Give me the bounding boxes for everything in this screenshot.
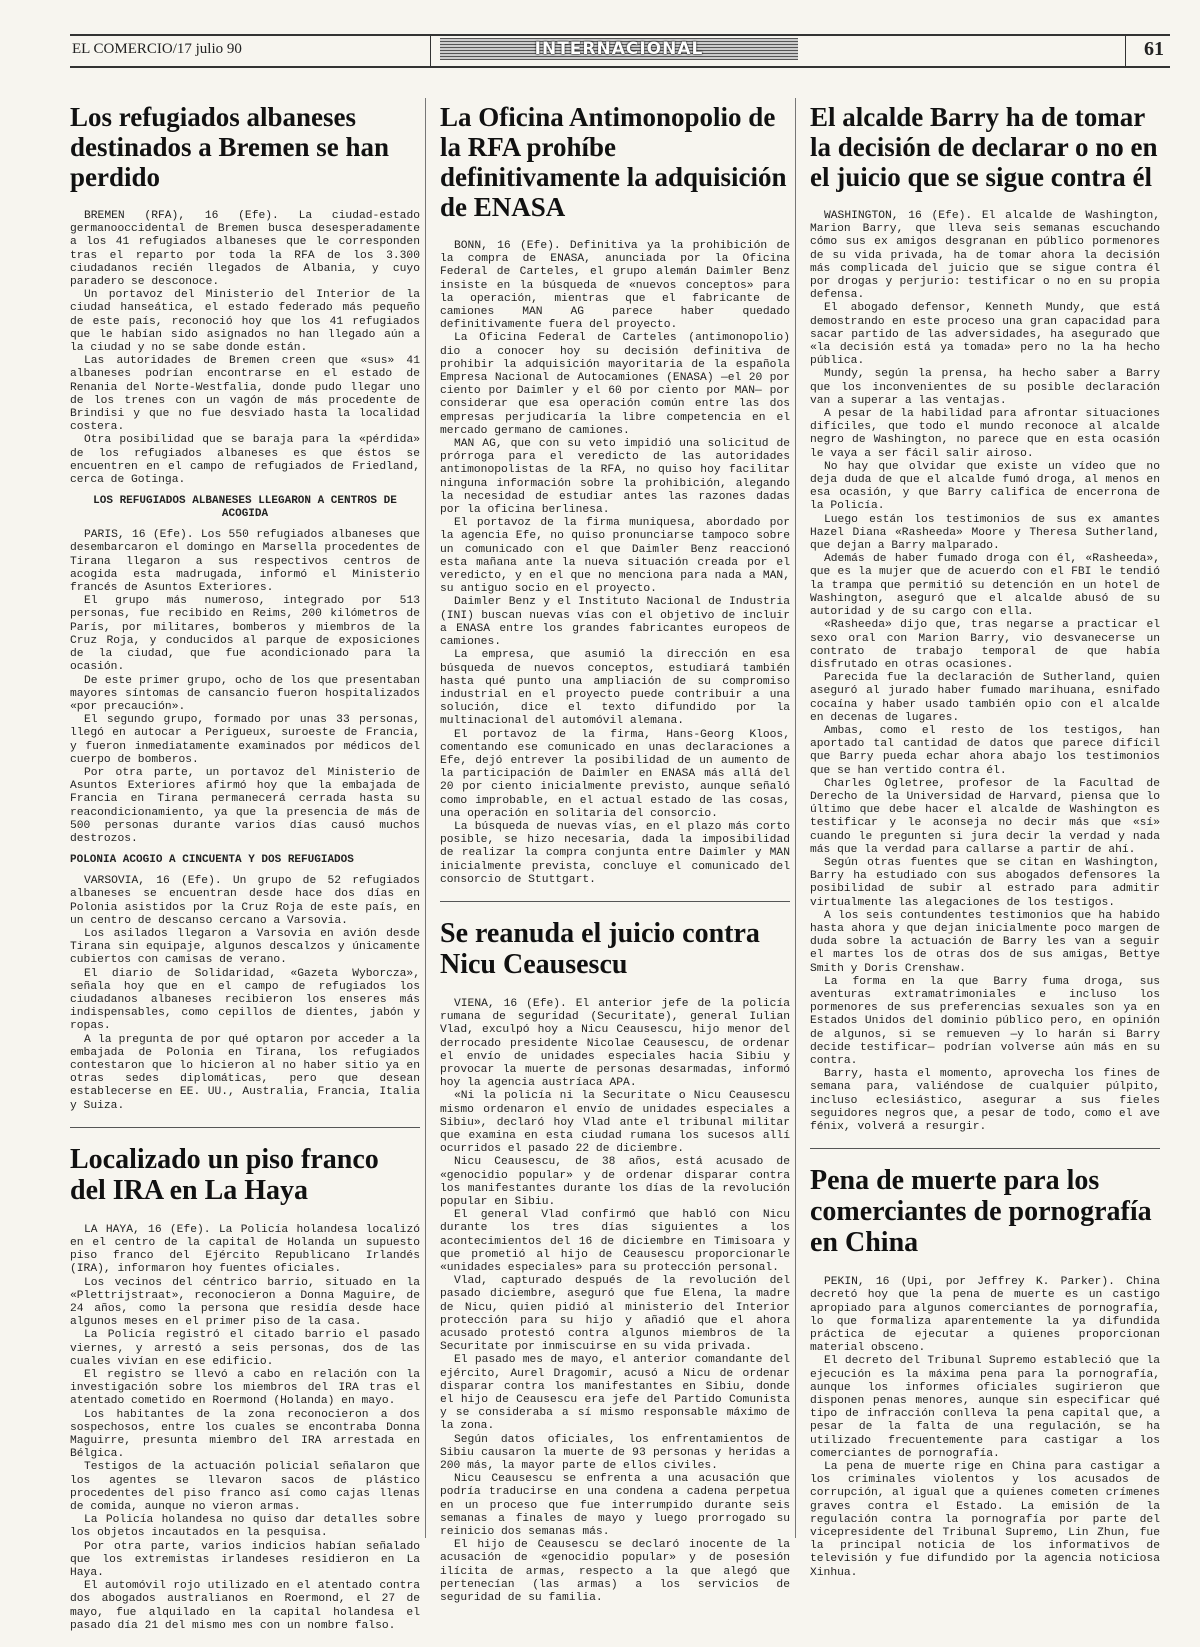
paragraph: La forma en la que Barry fuma droga, sus aventuras extramatrimoniales e incluso los pormenores de sus preferencias sexuales son ya en Estados Unidos del dominio público pero, en opinión de algunos, si se remueven —y lo harán si Barry decide testificar— podrían volverse aún más en su contra. bbox=[810, 975, 1160, 1067]
paragraph: VARSOVIA, 16 (Efe). Un grupo de 52 refugiados albaneses se encuentran desde hace dos días en Polonia asistidos por la Cruz Roja de este país, en un centro de descanso cercano a Varsovia. bbox=[70, 875, 420, 927]
paragraph: Nicu Ceausescu se enfrenta a una acusación que podría traducirse en una condena a cadena perpetua en un proceso que fue interrumpido durante seis semanas a finales de mayo y luego prorrogado su reinicio dos semanas más. bbox=[440, 1473, 790, 1539]
paragraph: Los asilados llegaron a Varsovia en avión desde Tirana sin equipaje, algunos descalzos y únicamente cubiertos con camisas de verano. bbox=[70, 927, 420, 967]
paragraph: La empresa, que asumió la dirección en esa búsqueda de nuevos conceptos, estudiará también hasta qué punto una ampliación de su compromiso industrial en el proyecto puede contribuir a una solución, dice el texto difundido por la multinacional del automóvil alemana. bbox=[440, 649, 790, 728]
paragraph: Nicu Ceausescu, de 38 años, está acusado de «genocidio popular» y de ordenar disparar contra los manifestantes durante los días de la revolución popular en Sibiu. bbox=[440, 1156, 790, 1208]
paragraph: El abogado defensor, Kenneth Mundy, que está demostrando en este proceso una gran capacidad para sacar partido de las adversidades, ha asegurado que «la decisión está ya tomada» pero no la ha hecho pública. bbox=[810, 302, 1160, 368]
paragraph: BREMEN (RFA), 16 (Efe). La ciudad-estado germanooccidental de Bremen busca desesperadamente a los 41 refugiados albaneses que le corresponden tras el reparto por toda la RFA de los 3.300 ciudadanos recién llegados de Albania, y cuyo paradero se desconoce. bbox=[70, 210, 420, 289]
paragraph: VIENA, 16 (Efe). El anterior jefe de la policía rumana de seguridad (Securitate), general Iulian Vlad, exculpó hoy a Nicu Ceausescu, hijo menor del derrocado presidente Nicolae Ceausescu, de ordenar el envío de unidades especiales hacia Sibiu y provocar la muerte de personas desarmadas, informó hoy la agencia austríaca APA. bbox=[440, 997, 790, 1090]
column-2 bbox=[440, 98, 790, 1619]
article-body bbox=[70, 210, 420, 1113]
paragraph: De este primer grupo, ocho de los que presentaban mayores síntomas de cansancio fueron hospitalizados «por precaución». bbox=[70, 674, 420, 713]
subheading: POLONIA ACOGIO A CINCUENTA Y DOS REFUGIADOS bbox=[70, 854, 354, 867]
paragraph: La Policía registró el citado barrio el pasado viernes, y arrestó a seis personas, dos de las cuales vivían en ese edificio. bbox=[70, 1329, 420, 1368]
paragraph: Ambas, como el resto de los testigos, han aportado tal cantidad de datos que parece difícil que Barry pueda echar ahora abajo los testimonios que se han vertido contra él. bbox=[810, 724, 1160, 777]
headline: Localizado un piso franco del IRA en La Haya bbox=[70, 1143, 379, 1206]
article-body bbox=[440, 240, 790, 887]
article-mayor-barry bbox=[810, 102, 1160, 1134]
paragraph: Según otras fuentes que se citan en Washington, Barry ha estudiado con sus abogados defensores la posibilidad de subir al estrado para admitir virtualmente las alegaciones de los testigos. bbox=[810, 856, 1160, 909]
paragraph: El pasado mes de mayo, el anterior comandante del ejército, Aurel Dragomir, acusó a Nicu de ordenar disparar contra los manifestantes en Sibiu, donde el hijo de Ceausescu era jefe del Partido Comunista y se consideraba a sí mismo responsable máximo de la zona. bbox=[440, 1354, 790, 1433]
paragraph: El portavoz de la firma muniquesa, abordado por la agencia Efe, no quiso pronunciarse tampoco sobre un comunicado con el que Daimler Benz reaccionó esta mañana ante la nueva situación creada por el veredicto, y en el que no menciona para nada a MAN, su antiguo socio en el proyecto. bbox=[440, 517, 790, 596]
paragraph: Vlad, capturado después de la revolución del pasado diciembre, aseguró que fue Elena, la madre de Nicu, quien pidió al ministerio del Interior protección para su hijo y añadió que el ahora acusado protestó contra algunos miembros de la Securitate por inmiscuirse en su vida privada. bbox=[440, 1275, 790, 1354]
article-enasa bbox=[440, 102, 790, 887]
paper-date: EL COMERCIO/17 julio 90 bbox=[72, 41, 242, 57]
paragraph: WASHINGTON, 16 (Efe). El alcalde de Washington, Marion Barry, que lleva seis semanas escuchando cómo sus ex amigos desgranan en público pormenores de su vida privada, ha de tomar ahora la decisión más complicada del juicio que se sigue contra él por drogas y perjurio: testificar o no en su propia defensa. bbox=[810, 210, 1160, 302]
paragraph: El portavoz de la firma, Hans-Georg Kloos, comentando ese comunicado en unas declaraciones a Efe, dejó entrever la posibilidad de un aumento de la participación de Daimler en ENASA más allá del 20 por ciento inicialmente previsto, aunque señaló como improbable, en el actual estado de las cosas, una operación en solitaria del consorcio. bbox=[440, 728, 790, 820]
column-1 bbox=[70, 98, 420, 1647]
column-rule bbox=[795, 98, 796, 1538]
paragraph: Testigos de la actuación policial señalaron que los agentes se llevaron sacos de plástico procedentes del piso franco así como cajas llenas de comida, aunque no vieron armas. bbox=[70, 1461, 420, 1514]
paragraph: Charles Ogletree, profesor de la Facultad de Derecho de la Universidad de Harvard, piensa que lo último que debe hacer el alcalde de Washington es testificar y le aconseja no decir más que «sí» cuando le pregunten si jura decir la verdad y nada más que la verdad para callarse a partir de ahí. bbox=[810, 777, 1160, 856]
paragraph: El automóvil rojo utilizado en el atentado contra dos abogados australianos en Roermond, el 27 de mayo, fue alquilado en la capital holandesa el pasado día 21 del mismo mes con un nombre falso. bbox=[70, 1580, 420, 1632]
paragraph: Según datos oficiales, los enfrentamientos de Sibiu causaron la muerte de 93 personas y heridas a 200 más, la mayor parte de ellos civiles. bbox=[440, 1433, 790, 1473]
paragraph: El general Vlad confirmó que habló con Nicu durante los tres días siguientes a los acontecimientos del 16 de diciembre en Timisoara y que prometió al hijo de Ceausescu proporcionarle «unidades especiales» para su protección personal. bbox=[440, 1209, 790, 1275]
paragraph: Luego están los testimonios de sus ex amantes Hazel Diana «Rasheeda» Moore y Theresa Sutherland, que dejan a Barry malparado. bbox=[810, 513, 1160, 553]
paragraph: Daimler Benz y el Instituto Nacional de Industria (INI) buscan nuevas vías con el objetivo de incluir a ENASA entre los grandes fabricantes europeos de camiones. bbox=[440, 596, 790, 649]
masthead-divider bbox=[430, 36, 431, 66]
masthead bbox=[70, 34, 1170, 68]
masthead-divider bbox=[1125, 36, 1126, 66]
article-body bbox=[810, 210, 1160, 1134]
paragraph: A los seis contundentes testimonios que ha habido hasta ahora y que dejan inicialmente poco margen de duda sobre la actuación de Barry les van a seguir el martes los de otras dos de sus amigas, Bettye Smith y Doris Crenshaw. bbox=[810, 909, 1160, 975]
paragraph: El hijo de Ceausescu se declaró inocente de la acusación de «genocidio popular» y de posesión ilícita de armas, respecto a la que alegó que pertenecían (las armas) a los servicios de seguridad de su familia. bbox=[440, 1539, 790, 1605]
paragraph: «Rasheeda» dijo que, tras negarse a practicar el sexo oral con Marion Barry, vio desvanecerse un contrato de trabajo temporal de que había disfrutado en otras ocasiones. bbox=[810, 619, 1160, 671]
paragraph: No hay que olvidar que existe un vídeo que no deja duda de que el alcalde fumó droga, al menos en esa ocasión, y que Barry califica de encerrona de la Policía. bbox=[810, 460, 1160, 513]
paragraph: La búsqueda de nuevas vías, en el plazo más corto posible, se hizo necesaria, dada la imposibilidad de realizar la compra conjunta entre Daimler y MAN inicialmente prevista, concluye el comunicado del consorcio de Stuttgart. bbox=[440, 820, 790, 886]
paragraph: A pesar de la habilidad para afrontar situaciones difíciles, que todo el mundo reconoce al alcalde negro de Washington, no parece que en esta ocasión le vaya a ser fácil salir airoso. bbox=[810, 408, 1160, 460]
paragraph: MAN AG, que con su veto impidió una solicitud de prórroga para el veredicto de las autoridades antimonopolistas de la RFA, no quiso hoy facilitar ninguna información sobre la prohibición, alegando la necesidad de estudiar antes las razones dadas por la oficina berlinesa. bbox=[440, 438, 790, 517]
paragraph: Parecida fue la declaración de Sutherland, quien aseguró al jurado haber fumado marihuana, esnifado cocaína y haber usado también opio con el alcalde en decenas de lugares. bbox=[810, 672, 1160, 724]
paragraph: El grupo más numeroso, integrado por 513 personas, fue recibido en Reims, 200 kilómetros de París, por militares, bomberos y miembros de la Cruz Roja, y conducidos al parque de exposiciones de la ciudad, que fue acondicionado para la ocasión. bbox=[70, 595, 420, 674]
paragraph: Mundy, según la prensa, ha hecho saber a Barry que los inconvenientes de su posible declaración van a superar a las ventajas. bbox=[810, 368, 1160, 407]
headline: Los refugiados albaneses destinados a Bremen se han perdido bbox=[70, 102, 390, 192]
paragraph: Un portavoz del Ministerio del Interior de la ciudad hanseática, el estado federado más pequeño de este país, reconoció hoy que los 41 refugiados que le habían sido asignados no han llegado aún a la ciudad y no se sabe donde están. bbox=[70, 289, 420, 355]
paragraph: La Policía holandesa no quiso dar detalles sobre los objetos incautados en la pesquisa. bbox=[70, 1514, 420, 1540]
article-ira-safe-house bbox=[70, 1144, 420, 1633]
article-body bbox=[70, 1224, 420, 1633]
paragraph: A la pregunta de por qué optaron por acceder a la embajada de Polonia en Tirana, los refugiados contestaron que lo hicieron al no haber sitio ya en otras sedes diplomáticas, pero que desean establecerse en EE. UU., Australia, Francia, Italia y Suiza. bbox=[70, 1033, 420, 1112]
paragraph: PEKIN, 16 (Upi, por Jeffrey K. Parker). China decretó hoy que la pena de muerte es un castigo apropiado para algunos comerciantes de pornografía, lo que formaliza aparentemente la ya difundida práctica de ejecutar a quienes proporcionan material obsceno. bbox=[810, 1276, 1160, 1355]
article-china-pornography bbox=[810, 1165, 1160, 1580]
paragraph: Barry, hasta el momento, aprovecha los fines de semana para, valiéndose de cualquier púlpito, incluso eclesiástico, asegurar a sus fieles seguidores negros que, a pesar de todo, como el ave fénix, volverá a resurgir. bbox=[810, 1068, 1160, 1134]
paragraph: LA HAYA, 16 (Efe). La Policía holandesa localizó en el centro de la capital de Holanda un supuesto piso franco del Ejército Republicano Irlandés (IRA), informaron hoy fuentes oficiales. bbox=[70, 1223, 420, 1276]
paragraph: PARIS, 16 (Efe). Los 550 refugiados albaneses que desembarcaron el domingo en Marsella procedentes de Tirana llegaron a sus respectivos centros de acogida esta madrugada, informó el Ministerio francés de Asuntos Exteriores. bbox=[70, 529, 420, 595]
paragraph: El decreto del Tribunal Supremo estableció que la ejecución es la máxima pena para la pornografía, aunque los informes oficiales sugirieron que disponen penas menores, aunque sin especificar qué tipo de infracción conlleva la pena capital que, a pesar de la falta de una regulación, se ha utilizado frecuentemente para castigar a los comerciantes de pornografía. bbox=[810, 1355, 1160, 1460]
paragraph: Por otra parte, varios indicios habían señalado que los extremistas irlandeses residieron en La Haya. bbox=[70, 1540, 420, 1580]
headline: El alcalde Barry ha de tomar la decisión de declarar o no en el juicio que se sigue contra él bbox=[810, 102, 1158, 192]
headline: Pena de muerte para los comerciantes de pornografía en China bbox=[810, 1165, 1152, 1259]
article-body bbox=[810, 1276, 1160, 1580]
paragraph: Otra posibilidad que se baraja para la «pérdida» de los refugiados albaneses es que éstos se encuentren en el campo de refugiados de Friedland, cerca de Gotinga. bbox=[70, 434, 420, 487]
article-albanian-refugees-bremen bbox=[70, 102, 420, 1113]
column-3 bbox=[810, 98, 1160, 1594]
paragraph: «Ni la policía ni la Securitate o Nicu Ceausescu mismo ordenaron el envío de unidades especiales a Sibiu», declaró hoy Vlad ante el tribunal militar que examina en esta ciudad rumana los sucesos allí ocurridos el pasado 22 de diciembre. bbox=[440, 1090, 790, 1156]
paragraph: Los vecinos del céntrico barrio, situado en la «Plettrijstraat», reconocieron a Donna Maguire, de 24 años, como la persona que residía desde hace algunos meses en el primer piso de la casa. bbox=[70, 1276, 420, 1329]
paragraph: La Oficina Federal de Carteles (antimonopolio) dio a conocer hoy su decisión definitiva de prohibir la adquisición mayoritaria de la española Empresa Nacional de Autocamiones (ENASA) —el 20 por ciento por Daimler y el 60 por ciento por MAN— por considerar que esa operación común entre las dos empresas perjudicaría la libre competencia en el mercado germano de camiones. bbox=[440, 332, 790, 437]
column-rule bbox=[425, 98, 426, 1538]
article-divider bbox=[440, 901, 790, 902]
page-number: 61 bbox=[1144, 38, 1164, 60]
paragraph: BONN, 16 (Efe). Definitiva ya la prohibición de la compra de ENASA, anunciada por la Oficina Federal de Carteles, el grupo alemán Daimler Benz insiste en la búsqueda de «nuevos conceptos» para la operación, mientras que el fabricante de camiones MAN AG parece haber quedado definitivamente fuera del proyecto. bbox=[440, 240, 790, 332]
subheading: LOS REFUGIADOS ALBANESES LLEGARON A CENTROS DE ACOGIDA bbox=[93, 495, 397, 521]
article-ceausescu-trial bbox=[440, 918, 790, 1605]
paragraph: La pena de muerte rige en China para castigar a los criminales violentos y los acusados de corrupción, al igual que a quienes cometen crímenes graves contra el Estado. La emisión de la regulación contra la pornografía por parte del vicepresidente del Tribunal Supremo, Lin Zhun, fue la principal noticia de los informativos de televisión y fue difundido por la agencia noticiosa Xinhua. bbox=[810, 1461, 1160, 1579]
paragraph: El registro se llevó a cabo en relación con la investigación sobre los miembros del IRA tras el atentado cometido en Roermond (Holanda) en mayo. bbox=[70, 1369, 420, 1408]
article-divider bbox=[70, 1127, 420, 1128]
headline: Se reanuda el juicio contra Nicu Ceausescu bbox=[440, 917, 760, 980]
headline: La Oficina Antimonopolio de la RFA prohíbe definitivamente la adquisición de ENASA bbox=[440, 102, 787, 222]
article-body bbox=[440, 998, 790, 1605]
paragraph: Además de haber fumado droga con él, «Rasheeda», que es la mujer que de acuerdo con el FBI le tendió la trampa que permitió su detención en un hotel de Washington, aseguró que el alcalde abusó de su autoridad y de su cargo con ella. bbox=[810, 553, 1160, 619]
paragraph: Los habitantes de la zona reconocieron a dos sospechosos, entre los cuales se encontraba Donna Maguirre, presunta miembro del IRA arrestada en Bélgica. bbox=[70, 1408, 420, 1461]
paragraph: Por otra parte, un portavoz del Ministerio de Asuntos Exteriores afirmó hoy que la embajada de Francia en Tirana permanecerá cerrada hasta su reacondicionamiento, ya que la presencia de más de 500 personas durante varios días causó muchos destrozos. bbox=[70, 766, 420, 845]
section-title: INTERNACIONAL bbox=[440, 38, 798, 60]
paragraph: El diario de Solidaridad, «Gazeta Wyborcza», señala hoy que en el campo de refugiados los ciudadanos albaneses recibieron los enseres más indispensables, como cepillos de dientes, jabón y ropas. bbox=[70, 967, 420, 1033]
paragraph: El segundo grupo, formado por unas 33 personas, llegó en autocar a Perigueux, suroeste de Francia, y fueron inmediatamente examinados por médicos del cuerpo de bomberos. bbox=[70, 714, 420, 766]
paragraph: Las autoridades de Bremen creen que «sus» 41 albaneses podrían encontrarse en el estado de Renania del Norte-Westfalia, donde pudo llegar uno de los trenes con un vagón de más procedente de Brindisi y que no fue desviado hasta la localidad costera. bbox=[70, 355, 420, 434]
article-divider bbox=[810, 1148, 1160, 1149]
